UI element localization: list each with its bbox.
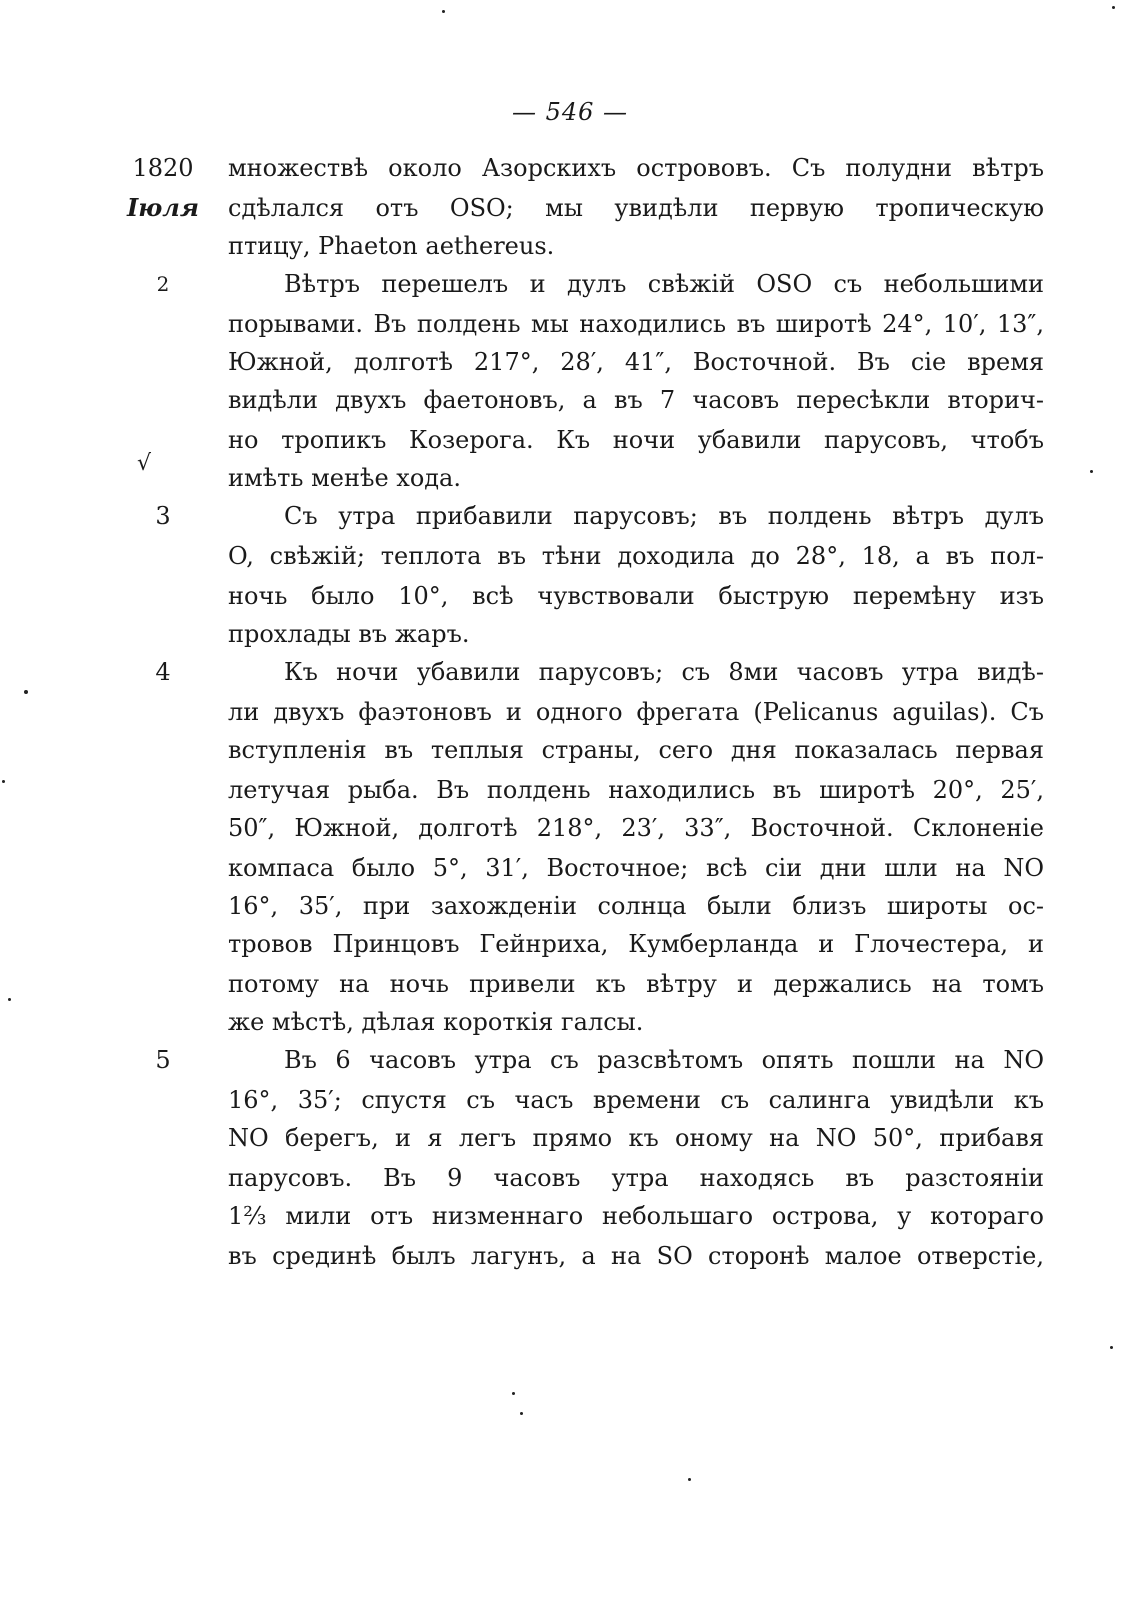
margin-day-2: 2 — [156, 272, 170, 296]
text-line: Южной, долготѣ 217°, 28′, 41″, Восточной. Въ сіе время — [228, 348, 1044, 376]
text-line: O, свѣжій; теплота въ тѣни доходила до 28°, 18, а въ пол- — [228, 542, 1044, 570]
text-line: порывами. Въ полдень мы находились въ широтѣ 24°, 10′, 13″, — [228, 310, 1044, 338]
scan-speck — [442, 10, 445, 13]
text-line: прохлады въ жаръ. — [228, 620, 470, 648]
text-line: 1⅔ мили отъ низменнаго небольшаго острова, у котораго — [228, 1202, 1044, 1230]
text-line: ночь было 10°, всѣ чувствовали быструю перемѣну изъ — [228, 582, 1044, 610]
margin-check-mark: √ — [136, 451, 152, 476]
text-line: летучая рыба. Въ полдень находились въ широтѣ 20°, 25′, — [228, 776, 1044, 804]
scan-speck — [512, 1392, 515, 1395]
scan-speck — [1090, 470, 1093, 473]
text-line: въ срединѣ былъ лагунъ, а на SO сторонѣ малое отверстіе, — [228, 1242, 1044, 1270]
text-line: вступленія въ теплыя страны, сего дня показалась первая — [228, 736, 1044, 764]
text-line: компаса было 5°, 31′, Восточное; всѣ сіи дни шли на NO — [228, 854, 1044, 882]
text-line: NO берегъ, и я легъ прямо къ оному на NO 50°, прибавя — [228, 1124, 1044, 1152]
scan-speck — [24, 690, 28, 694]
margin-day-4: 4 — [155, 658, 171, 686]
margin-day-3: 3 — [155, 502, 171, 530]
text-line: же мѣстѣ, дѣлая короткія галсы. — [228, 1008, 644, 1036]
scan-speck — [520, 1412, 523, 1415]
margin-year: 1820 — [132, 154, 194, 182]
text-line: Съ утра прибавили парусовъ; въ полдень вѣтръ дулъ — [284, 502, 1044, 530]
text-line: 50″, Южной, долготѣ 218°, 23′, 33″, Восточной. Склоненіе — [228, 814, 1044, 842]
text-line: Къ ночи убавили парусовъ; съ 8ми часовъ утра видѣ- — [284, 658, 1044, 686]
text-line: парусовъ. Въ 9 часовъ утра находясь въ разстояніи — [228, 1164, 1044, 1192]
text-line: имѣть менѣе хода. — [228, 464, 461, 492]
text-line: тровов Принцовъ Гейнриха, Кумберланда и Глочестера, и — [228, 930, 1044, 958]
text-line: 16°, 35′, при захожденіи солнца были близъ широты ос- — [228, 892, 1044, 920]
scan-speck — [8, 998, 11, 1001]
text-line: множествѣ около Азорскихъ острововъ. Съ полудни вѣтръ — [228, 154, 1044, 182]
scan-speck — [1110, 1346, 1113, 1349]
margin-day-5: 5 — [155, 1046, 171, 1074]
margin-month: Іюля — [127, 193, 199, 222]
text-line: 16°, 35′; спустя съ часъ времени съ салинга увидѣли къ — [228, 1086, 1044, 1114]
text-line: Въ 6 часовъ утра съ разсвѣтомъ опять пошли на NO — [284, 1046, 1044, 1074]
text-line: но тропикъ Козерога. Къ ночи убавили парусовъ, чтобъ — [228, 426, 1044, 454]
page-number: — 546 — — [511, 98, 629, 126]
text-line: видѣли двухъ фаетоновъ, а въ 7 часовъ пересѣкли вторич- — [228, 386, 1044, 414]
text-line: сдѣлался отъ OSO; мы увидѣли первую тропическую — [228, 194, 1044, 222]
text-line: птицу, Phaeton aethereus. — [228, 232, 555, 260]
text-line: Вѣтръ перешелъ и дулъ свѣжій OSO съ небольшими — [284, 270, 1044, 298]
scan-speck — [1112, 6, 1115, 9]
scan-speck — [2, 780, 5, 783]
scan-speck — [688, 1478, 691, 1481]
text-line: потому на ночь привели къ вѣтру и держались на томъ — [228, 970, 1044, 998]
text-line: ли двухъ фаэтоновъ и одного фрегата (Pelicanus aguilas). Съ — [228, 698, 1044, 726]
